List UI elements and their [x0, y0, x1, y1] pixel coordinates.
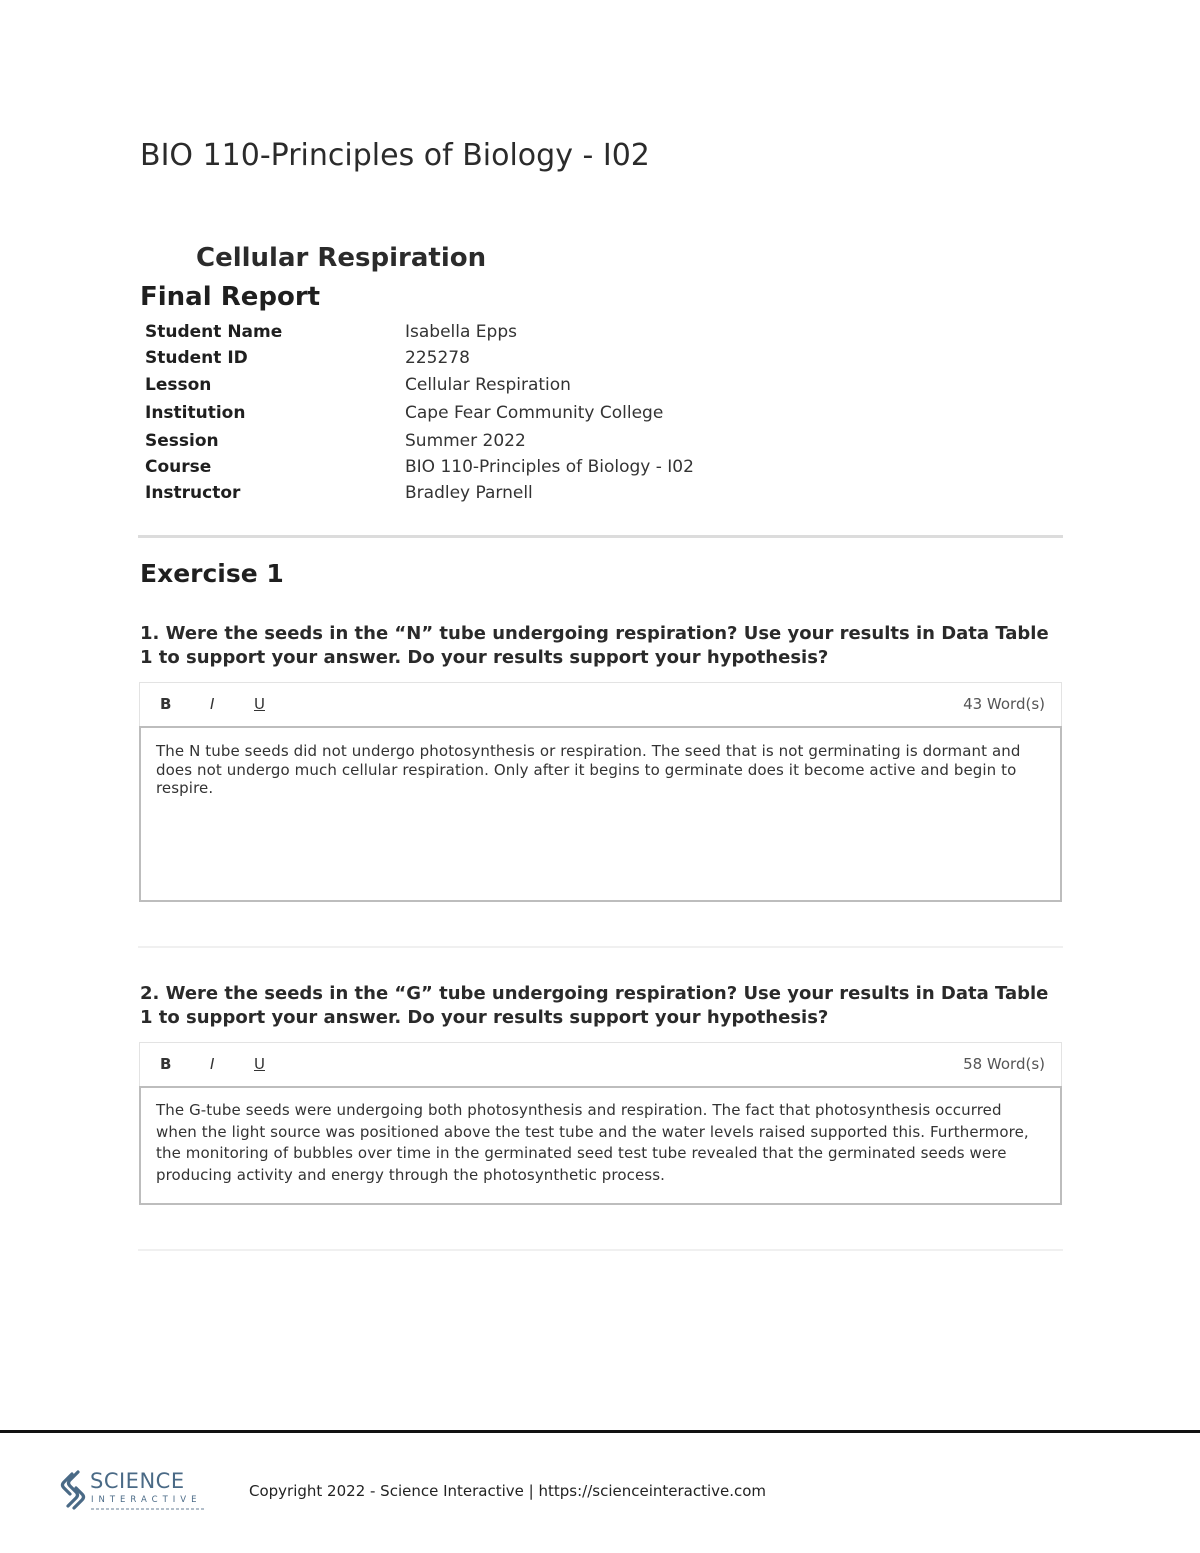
bold-button[interactable]: B — [160, 695, 172, 713]
info-label: Lesson — [145, 375, 212, 395]
answer-textarea[interactable] — [139, 1086, 1062, 1205]
italic-button[interactable]: I — [210, 695, 215, 713]
info-value: Isabella Epps — [405, 322, 517, 342]
info-value: Cellular Respiration — [405, 375, 571, 395]
question-divider — [138, 946, 1063, 948]
answer-textarea[interactable] — [139, 726, 1062, 902]
report-title: Final Report — [140, 282, 321, 312]
info-label: Session — [145, 431, 219, 451]
question-2: 2. Were the seeds in the “G” tube undergoing respiration? Use your results in Data Table 1 to support your answer. Do your results support your hypothesis? — [140, 983, 1049, 1028]
answer-text: The N tube seeds did not undergo photosynthesis or respiration. The seed that is not germinating is dormant and does not undergo much cellular respiration. Only after it begins to germinate does it become active and begin to respire. — [156, 742, 1021, 797]
science-interactive-logo-icon — [58, 1468, 208, 1514]
footer-copyright: Copyright 2022 - Science Interactive | https://scienceinteractive.com — [249, 1482, 767, 1500]
italic-button[interactable]: I — [210, 1055, 215, 1073]
info-value: 225278 — [405, 348, 470, 368]
info-value: Bradley Parnell — [405, 483, 533, 503]
lab-title: Cellular Respiration — [196, 243, 487, 273]
info-label: Course — [145, 457, 212, 477]
underline-button[interactable]: U — [254, 695, 265, 713]
info-label: Institution — [145, 403, 246, 423]
word-count: 43 Word(s) — [963, 695, 1045, 713]
section-divider — [138, 535, 1063, 538]
question-divider — [138, 1249, 1063, 1251]
info-label: Student ID — [145, 348, 248, 368]
info-value: BIO 110-Principles of Biology - I02 — [405, 457, 694, 477]
word-count: 58 Word(s) — [963, 1055, 1045, 1073]
logo-wordmark: SCIENCE — [90, 1469, 185, 1493]
logo-subword: INTERACTIVE — [91, 1495, 202, 1505]
info-label: Instructor — [145, 483, 241, 503]
footer-divider — [0, 1430, 1200, 1433]
editor-toolbar — [139, 1042, 1062, 1086]
underline-button[interactable]: U — [254, 1055, 265, 1073]
exercise-title: Exercise 1 — [140, 559, 284, 588]
editor-toolbar — [139, 682, 1062, 726]
question-1: 1. Were the seeds in the “N” tube undergoing respiration? Use your results in Data Table 1 to support your answer. Do your results support your hypothesis? — [140, 623, 1049, 668]
science-interactive-logo — [58, 1468, 208, 1514]
info-label: Student Name — [145, 322, 283, 342]
answer-text: The G-tube seeds were undergoing both photosynthesis and respiration. The fact that photosynthesis occurred when the light source was positioned above the test tube and the water levels raised supported this. Furthermore, the monitoring of bubbles over time in the germinated seed test tube revealed that the germinated seeds were producing activity and energy through the photosynthetic process. — [156, 1101, 1029, 1184]
info-value: Cape Fear Community College — [405, 403, 664, 423]
bold-button[interactable]: B — [160, 1055, 172, 1073]
info-value: Summer 2022 — [405, 431, 526, 451]
course-title: BIO 110-Principles of Biology - I02 — [140, 138, 650, 173]
